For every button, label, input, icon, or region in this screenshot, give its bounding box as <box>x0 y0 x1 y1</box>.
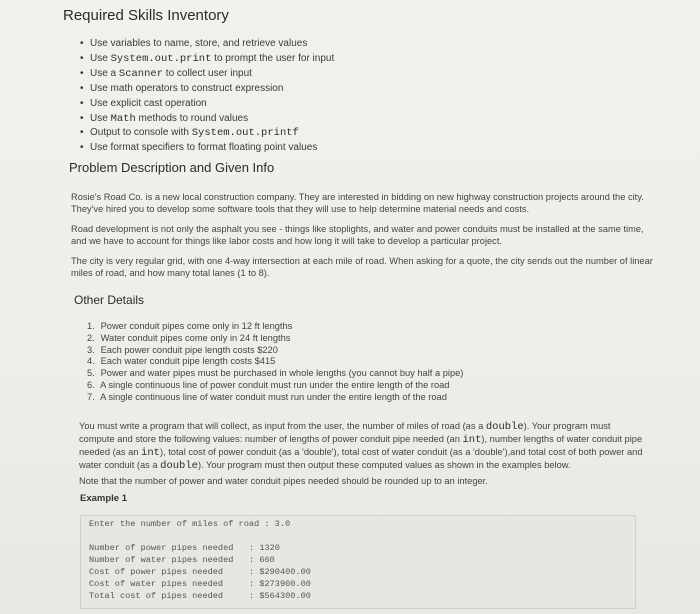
detail-item: 4. Each water conduit pipe length costs $415 <box>87 356 276 367</box>
skill-item: • Use math operators to construct expression <box>80 82 284 94</box>
console-prompt: Enter the number of miles of road : 3.0 <box>89 519 291 529</box>
skill-item: • Use variables to name, store, and retrieve values <box>80 38 308 49</box>
console-output <box>80 515 636 609</box>
console-row-label: Number of power pipes needed <box>89 543 234 553</box>
skill-item: • Output to console with System.out.printf <box>80 127 299 140</box>
details-list <box>87 321 463 404</box>
skill-item: • Use Math methods to round values <box>80 112 249 125</box>
bullet-icon: • <box>80 52 84 64</box>
console-row-label: Total cost of pipes needed <box>89 591 224 601</box>
console-row-label: Cost of power pipes needed <box>89 567 224 577</box>
console-row-value: : 1320 <box>249 543 280 553</box>
console-row-label: Number of water pipes needed <box>89 555 234 565</box>
example-title: Example 1 <box>80 493 127 504</box>
detail-item: 6. A single continuous line of power conduit must run under the entire length of the road <box>87 379 450 390</box>
console-row-value: : $564300.00 <box>249 591 311 601</box>
skill-item: • Use a Scanner to collect user input <box>80 67 252 80</box>
detail-item: 7. A single continuous line of water conduit must run under the entire length of the road <box>87 391 447 402</box>
bullet-icon: • <box>80 142 84 154</box>
skills-list <box>82 37 334 156</box>
console-row-label: Cost of water pipes needed <box>89 579 224 589</box>
rounding-note: Note that the number of power and water conduit pipes needed should be rounded up to an integer. <box>79 476 488 486</box>
problem-paragraph: Road development is not only the asphalt you see - things like stoplights, and water and power conduits must be installed at the same time, and we have to account for things like labor costs and how long it will take to develop a particular project. <box>71 224 644 246</box>
bullet-icon: • <box>80 112 84 124</box>
bullet-icon: • <box>80 127 84 139</box>
bullet-icon: • <box>80 67 84 79</box>
detail-item: 2. Water conduit pipes come only in 24 ft lengths <box>87 332 291 343</box>
bullet-icon: • <box>80 82 84 94</box>
skill-item: • Use format specifiers to format floating point values <box>80 142 318 154</box>
console-row-value: : $273900.00 <box>249 579 311 589</box>
console-row-value: : 660 <box>249 555 275 565</box>
bullet-icon: • <box>80 97 84 109</box>
detail-item: 3. Each power conduit pipe length costs $220 <box>87 344 278 355</box>
console-row-value: : $290400.00 <box>249 567 311 577</box>
problem-heading: Problem Description and Given Info <box>69 160 275 175</box>
bullet-icon: • <box>80 38 84 49</box>
task-paragraph: You must write a program that will collect, as input from the user, the number of miles of road (as a double). Your program must compute and store the following values: number of lengths of power conduit pipe needed (an int), number lengths of water conduit pipe needed (as an int), total cost of power conduit (as a 'double'), total cost of water conduit (as a 'double'),and total cost of both power and water conduit (as a double). Your program must then output these computed values as shown in the examples below. <box>79 421 643 472</box>
detail-item: 1. Power conduit pipes come only in 12 ft lengths <box>87 321 293 331</box>
problem-paragraph: Rosie's Road Co. is a new local construction company. They are interested in bidding on new highway construction projects around the city. They've hired you to develop some software tools that they will use to help determine material needs and costs. <box>71 192 644 214</box>
skill-item: • Use System.out.print to prompt the user for input <box>80 52 335 65</box>
skills-heading: Required Skills Inventory <box>63 7 229 24</box>
detail-item: 5. Power and water pipes must be purchased in whole lengths (you cannot buy half a pipe) <box>87 368 464 379</box>
details-heading: Other Details <box>74 293 145 307</box>
problem-paragraph: The city is very regular grid, with one 4-way intersection at each mile of road. When asking for a quote, the city sends out the number of linear miles of road, and how many total lanes (1 to 8). <box>71 256 653 278</box>
skill-item: • Use explicit cast operation <box>80 97 207 109</box>
